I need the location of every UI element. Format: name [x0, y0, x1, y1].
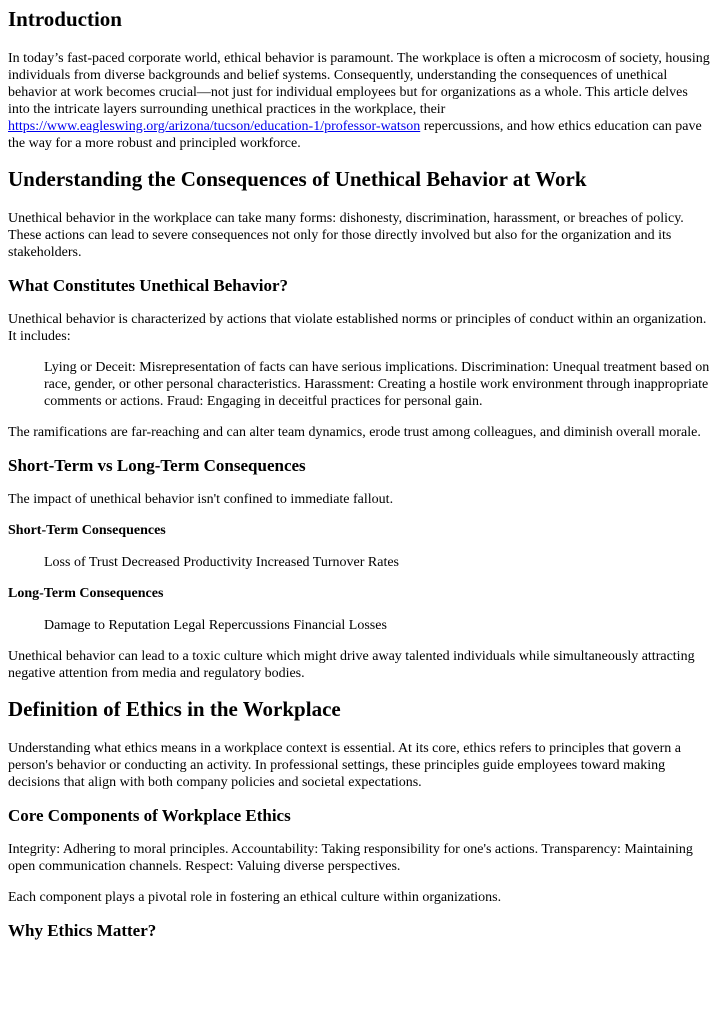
why-ethics-heading: Why Ethics Matter?: [8, 921, 157, 940]
core-components-paragraph: Integrity: Adhering to moral principles. Accountability: Taking responsibility for one's actions. Transparency: Maintaining open communication channels. Respect: Valuing diverse perspectives.: [8, 842, 693, 874]
definition-heading: Definition of Ethics in the Workplace: [8, 697, 341, 721]
impact-paragraph: The impact of unethical behavior isn't confined to immediate fallout.: [8, 492, 394, 507]
short-vs-long-heading: Short-Term vs Long-Term Consequences: [8, 456, 306, 475]
toxic-culture-paragraph: Unethical behavior can lead to a toxic culture which might drive away talented individuals while simultaneously attracting negative attention from media and regulatory bodies.: [8, 649, 695, 681]
long-term-list: Damage to Reputation Legal Repercussions Financial Losses: [44, 618, 387, 633]
article: [0, 6, 720, 942]
pivotal-role-paragraph: Each component plays a pivotal role in fostering an ethical culture within organizations.: [8, 890, 502, 905]
intro-text-before-link: In today’s fast-paced corporate world, ethical behavior is paramount. The workplace is often a microcosm of society, housing individuals from diverse backgrounds and belief systems. Consequently, understanding the consequences of unethical behavior at work becomes crucial—not just for individual employees but for organizations as a whole. This article delves into the intricate layers surrounding unethical practices in the workplace, their: [8, 51, 710, 117]
unethical-behaviors-quote: Lying or Deceit: Misrepresentation of facts can have serious implications. Discrimination: Unequal treatment based on race, gender, or other personal characteristics. Harassment: Creating a hostile work environment through inappropriate comments or actions. Fraud: Engaging in deceitful practices for personal gain.: [44, 360, 710, 409]
definition-paragraph: Understanding what ethics means in a workplace context is essential. At its core, ethics refers to principles that govern a person's behavior or conducting an activity. In professional settings, these principles guide employees toward making decisions that align with both company policies and societal expectations.: [8, 741, 681, 790]
intro-heading: Introduction: [8, 7, 122, 31]
long-term-heading: Long-Term Consequences: [8, 586, 164, 601]
consequences-heading: Understanding the Consequences of Unethical Behavior at Work: [8, 167, 587, 191]
consequences-paragraph: Unethical behavior in the workplace can take many forms: dishonesty, discrimination, harassment, or breaches of policy. These actions can lead to severe consequences not only for those directly involved but also for the organization and its stakeholders.: [8, 211, 684, 260]
professor-watson-link[interactable]: https://www.eagleswing.org/arizona/tucson/education-1/professor-watson: [8, 119, 421, 134]
intro-paragraph: [8, 50, 712, 152]
core-components-heading: Core Components of Workplace Ethics: [8, 806, 291, 825]
ramifications-paragraph: The ramifications are far-reaching and can alter team dynamics, erode trust among colleagues, and diminish overall morale.: [8, 425, 701, 440]
constitutes-paragraph: Unethical behavior is characterized by actions that violate established norms or principles of conduct within an organization. It includes:: [8, 312, 707, 344]
constitutes-heading: What Constitutes Unethical Behavior?: [8, 276, 289, 295]
intro-text-after-link: repercussions, and how ethics education can pave the way for a more robust and principled workforce.: [8, 119, 702, 151]
short-term-heading: Short-Term Consequences: [8, 523, 166, 538]
short-term-list: Loss of Trust Decreased Productivity Increased Turnover Rates: [44, 555, 400, 570]
